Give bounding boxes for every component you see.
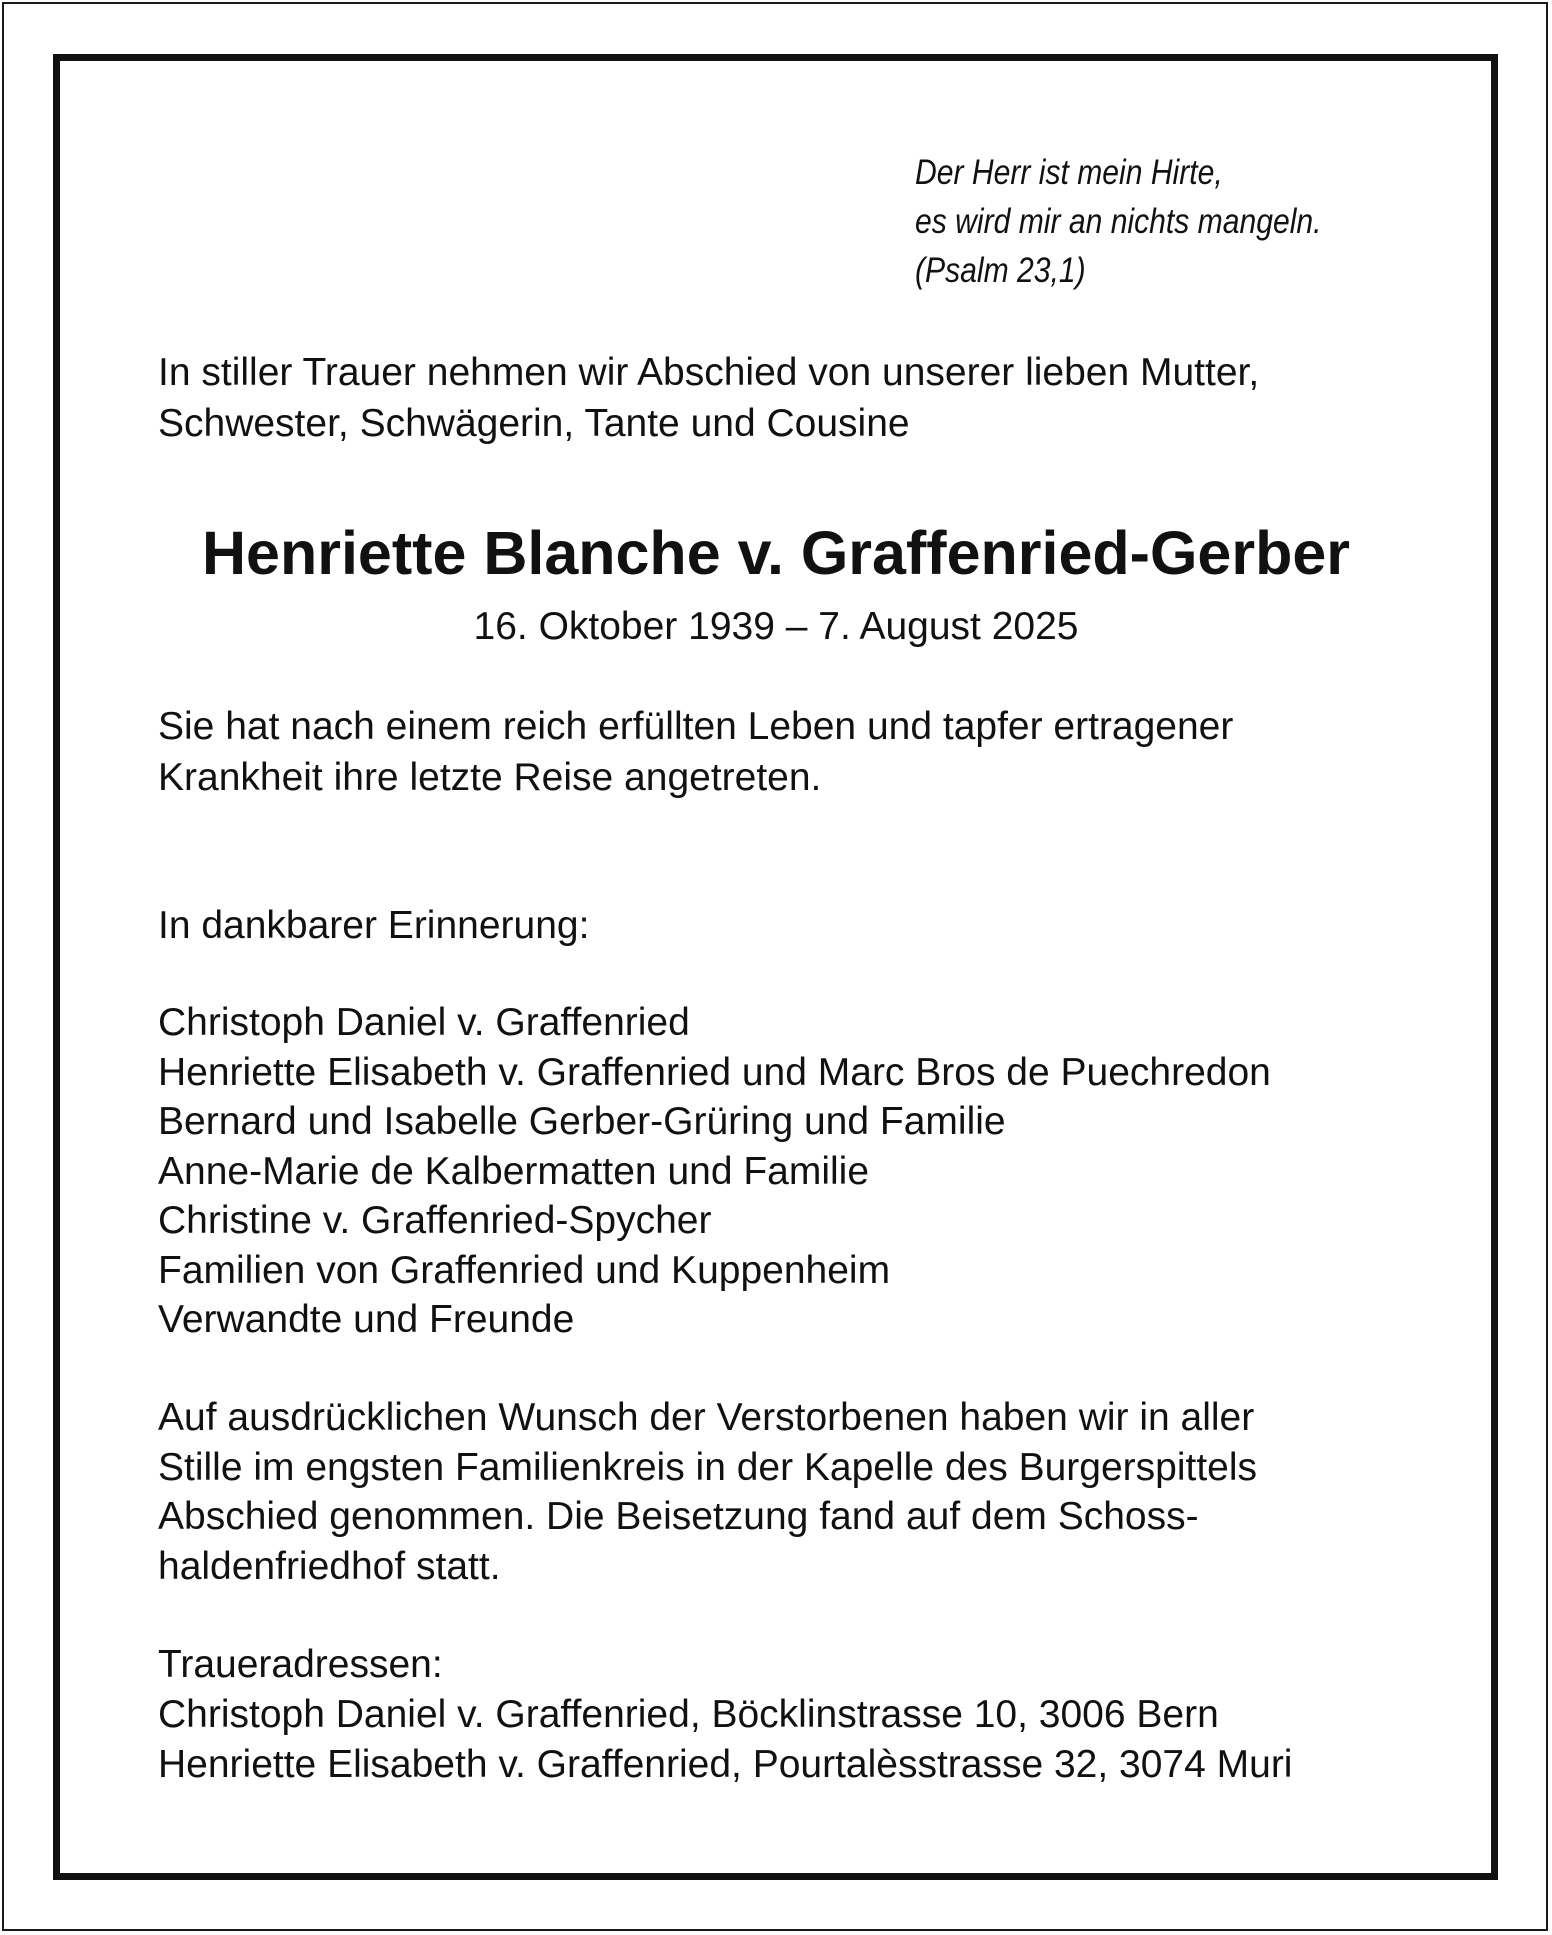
obituary-frame (53, 54, 1498, 1880)
addresses-heading: Traueradressen: (158, 1643, 443, 1686)
quote-line: es wird mir an nichts mangeln. (915, 202, 1322, 241)
mourner-name: Christine v. Graffenried-Spycher (158, 1199, 712, 1242)
address-line: Christoph Daniel v. Graffenried, Böcklinstrasse 10, 3006 Bern (158, 1693, 1219, 1736)
bible-quote (915, 148, 1322, 295)
funeral-line: haldenfriedhof statt. (158, 1544, 501, 1588)
mourner-name: Henriette Elisabeth v. Graffenried und Marc Bros de Puechredon (158, 1050, 1271, 1094)
funeral-line: Abschied genommen. Die Beisetzung fand auf dem Schoss- (158, 1495, 1199, 1538)
funeral-paragraph (158, 1393, 1257, 1591)
address-line: Henriette Elisabeth v. Graffenried, Pourtalèsstrasse 32, 3074 Muri (158, 1743, 1293, 1786)
funeral-line: Stille im engsten Familienkreis in der Kapelle des Burgerspittels (158, 1445, 1258, 1489)
mourners-list (158, 998, 1271, 1345)
deceased-name: Henriette Blanche v. Graffenried-Gerber (201, 519, 1351, 587)
addresses-section (158, 1640, 1292, 1790)
mourner-name: Christoph Daniel v. Graffenried (158, 1001, 690, 1044)
quote-reference: (Psalm 23,1) (915, 251, 1086, 290)
life-line: Krankheit ihre letzte Reise angetreten. (158, 756, 822, 799)
life-paragraph (158, 701, 1233, 803)
mourner-name: Familien von Graffenried und Kuppenheim (158, 1248, 891, 1292)
mourner-name: Bernard und Isabelle Gerber-Grüring und Familie (158, 1100, 1006, 1143)
life-line: Sie hat nach einem reich erfüllten Leben und tapfer ertragener (158, 705, 1234, 748)
mourners-heading: In dankbarer Erinnerung: (158, 904, 590, 947)
intro-line: In stiller Trauer nehmen wir Abschied von unserer lieben Mutter, (158, 351, 1260, 394)
quote-line: Der Herr ist mein Hirte, (915, 153, 1223, 192)
funeral-line: Auf ausdrücklichen Wunsch der Verstorbenen haben wir in aller (158, 1396, 1255, 1439)
mourner-name: Anne-Marie de Kalbermatten und Familie (158, 1149, 870, 1193)
life-dates: 16. Oktober 1939 – 7. August 2025 (473, 605, 1079, 648)
mourner-name: Verwandte und Freunde (158, 1298, 575, 1341)
intro-line: Schwester, Schwägerin, Tante und Cousine (158, 402, 910, 445)
intro-paragraph (158, 347, 1259, 449)
